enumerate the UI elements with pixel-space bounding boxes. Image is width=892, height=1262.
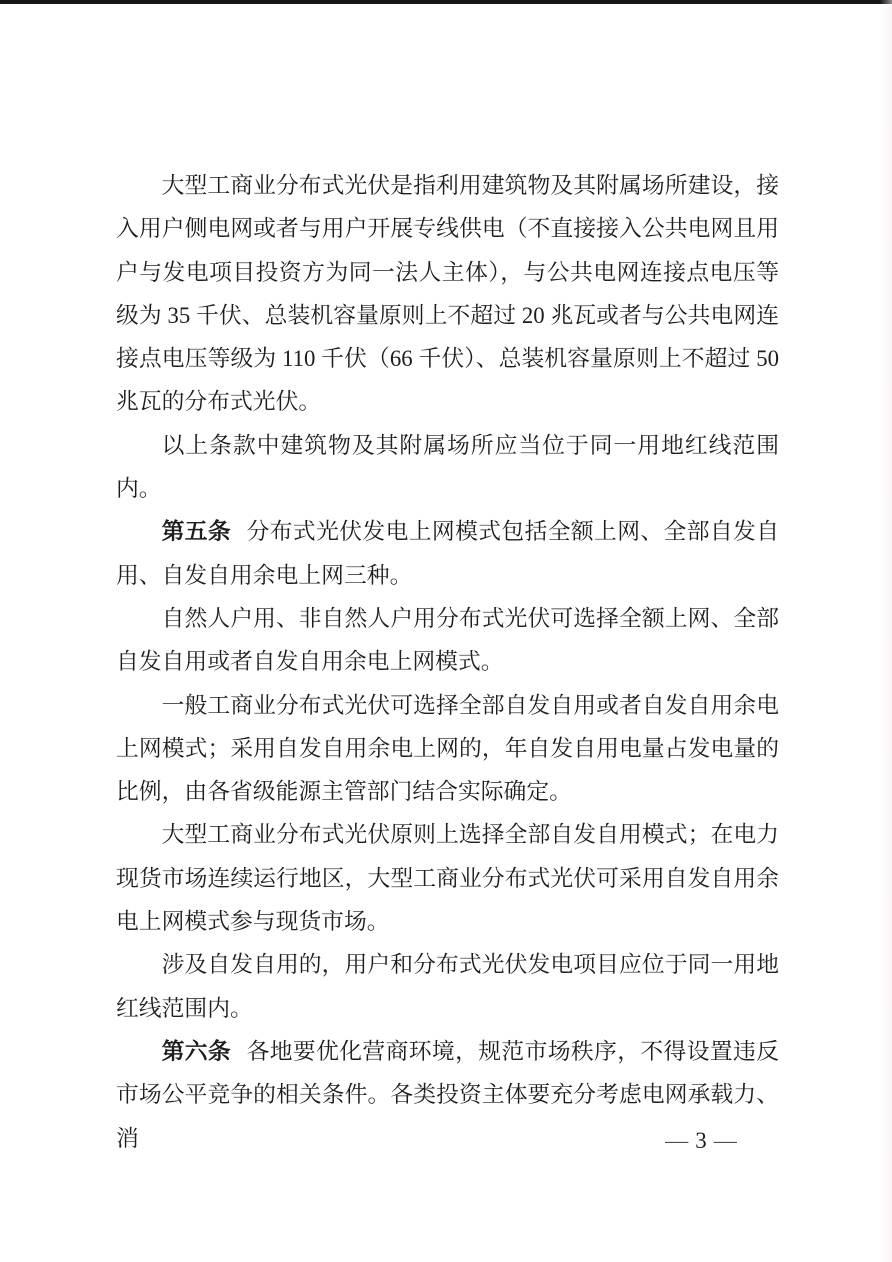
paragraph-text: 一般工商业分布式光伏可选择全部自发自用或者自发自用余电上网模式；采用自发自用余电上网的，年自发自用电量占发电量的比例，由各省级能源主管部门结合实际确定。 <box>116 692 779 805</box>
paragraph <box>116 164 779 424</box>
scan-edge-right-artifact <box>880 0 892 1262</box>
page-number-value: 3 <box>695 1128 707 1153</box>
page-number-dash-left: — <box>665 1128 689 1153</box>
paragraph <box>116 684 779 814</box>
paragraph-text: 涉及自发自用的，用户和分布式光伏发电项目应位于同一用地红线范围内。 <box>116 952 779 1021</box>
paragraph <box>116 510 779 597</box>
paragraph-text: 以上条款中建筑物及其附属场所应当位于同一用地红线范围内。 <box>116 432 779 502</box>
paragraph <box>116 597 779 684</box>
paragraph-text: 各地要优化营商环境，规范市场秩序，不得设置违反市场公平竞争的相关条件。各类投资主体要充分考虑电网承载力、消 <box>116 1038 780 1151</box>
paragraph <box>116 424 779 511</box>
document-body <box>116 164 779 1160</box>
article-number: 第五条 <box>161 519 232 545</box>
paragraph <box>116 813 779 943</box>
scan-edge-top-bar <box>0 0 892 4</box>
paragraph-text: 大型工商业分布式光伏是指利用建筑物及其附属场所建设，接入用户侧电网或者与用户开展专线供电（不直接接入公共电网且用户与发电项目投资方为同一法人主体），与公共电网连接点电压等级为 35 千伏、总装机容量原则上不超过 20 兆瓦或者与公共电网连接点电压等级为 110 千伏（66 千伏）、总装机容量原则上不超过 50 兆瓦的分布式光伏。 <box>116 173 779 415</box>
page-number <box>655 1128 747 1154</box>
article-number: 第六条 <box>161 1038 232 1064</box>
paragraph-text: 大型工商业分布式光伏原则上选择全部自发自用模式；在电力现货市场连续运行地区，大型工商业分布式光伏可采用自发自用余电上网模式参与现货市场。 <box>116 822 779 935</box>
paragraph-text: 分布式光伏发电上网模式包括全额上网、全部自发自用、自发自用余电上网三种。 <box>116 519 780 588</box>
page-number-dash-right: — <box>713 1128 737 1153</box>
paragraph-text: 自然人户用、非自然人户用分布式光伏可选择全额上网、全部自发自用或者自发自用余电上网模式。 <box>116 605 779 675</box>
paragraph <box>116 943 779 1030</box>
